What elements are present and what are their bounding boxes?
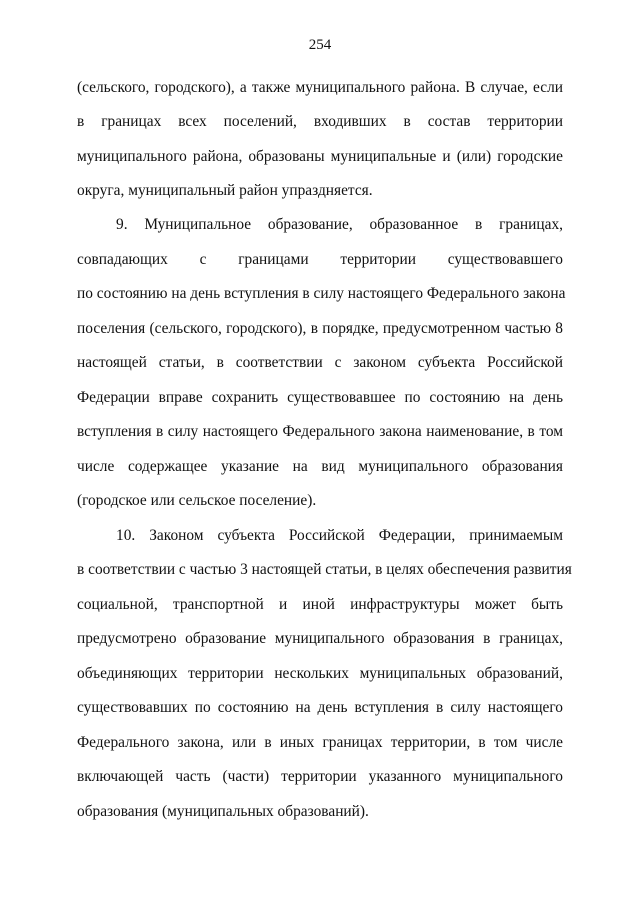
paragraph-9-first-line: 9. Муниципальное образование, образованное в границах, [116, 216, 563, 233]
text-line: вступления в силу настоящего Федерального закона наименование, в том [77, 423, 563, 440]
text-line: объединяющих территории нескольких муниципальных образований, [77, 665, 563, 682]
text-line: образования (муниципальных образований). [77, 803, 369, 820]
text-line: (городское или сельское поселение). [77, 492, 317, 509]
text-line: Федерального закона, или в иных границах территории, в том числе [77, 734, 563, 751]
text-line: включающей часть (части) территории указанного муниципального [77, 768, 563, 785]
text-line: в соответствии с частью 3 настоящей статьи, в целях обеспечения развития [77, 561, 572, 578]
text-line: предусмотрено образование муниципального образования в границах, [77, 630, 563, 647]
paragraph-10-first-line: 10. Законом субъекта Российской Федерации, принимаемым [116, 527, 563, 544]
text-line: Федерации вправе сохранить существовавшее по состоянию на день [77, 389, 563, 406]
text-line: по состоянию на день вступления в силу настоящего Федерального закона [77, 285, 566, 302]
page-number: 254 [308, 37, 332, 53]
text-line: числе содержащее указание на вид муниципального образования [77, 458, 563, 475]
text-line: настоящей статьи, в соответствии с законом субъекта Российской [77, 354, 563, 371]
text-line: совпадающих с границами территории существовавшего [77, 251, 563, 268]
text-line: муниципального района, образованы муниципальные и (или) городские [77, 148, 563, 165]
text-line: социальной, транспортной и иной инфраструктуры может быть [77, 596, 563, 613]
text-line: поселения (сельского, городского), в порядке, предусмотренном частью 8 [77, 320, 563, 337]
text-line: существовавших по состоянию на день вступления в силу настоящего [77, 699, 563, 716]
text-line: (сельского, городского), а также муниципального района. В случае, если [77, 79, 563, 96]
text-line: округа, муниципальный район упраздняется. [77, 182, 373, 199]
text-line: в границах всех поселений, входивших в состав территории [77, 113, 563, 130]
